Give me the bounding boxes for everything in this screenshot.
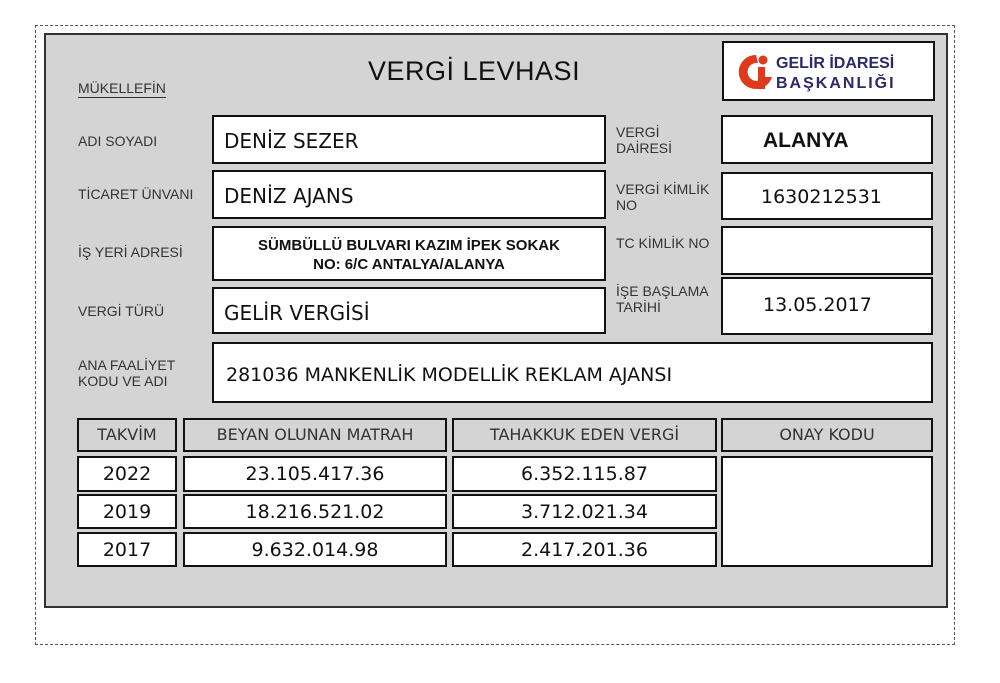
table-row-2-vergi: 3.712.021.34 xyxy=(452,494,717,529)
table-row-1-vergi: 6.352.115.87 xyxy=(452,456,717,492)
field-vergi-turu xyxy=(212,287,606,334)
field-vergi-kimlik-no xyxy=(721,172,933,220)
field-vergi-dairesi xyxy=(721,115,933,164)
value-adi-soyadi: DENİZ SEZER xyxy=(224,129,359,153)
label-is-yeri-adresi: İŞ YERİ ADRESİ xyxy=(78,244,183,260)
value-adres-line1: SÜMBÜLLÜ BULVARI KAZIM İPEK SOKAK xyxy=(258,237,560,254)
value-adres-line2: NO: 6/C ANTALYA/ALANYA xyxy=(313,256,505,273)
table-header-matrah: BEYAN OLUNAN MATRAH xyxy=(183,418,447,452)
field-ticaret-unvani xyxy=(212,170,606,219)
label-vergi-dairesi-1: VERGİ xyxy=(616,124,660,140)
label-vergi-turu: VERGİ TÜRÜ xyxy=(78,303,165,319)
table-row-3-year: 2017 xyxy=(77,532,177,567)
address-block xyxy=(214,236,604,274)
table-header-vergi: TAHAKKUK EDEN VERGİ xyxy=(452,418,717,452)
table-header-takvim: TAKVİM xyxy=(77,418,177,452)
label-vergi-kimlik-1: VERGİ KİMLİK xyxy=(616,181,710,197)
field-is-yeri-adresi xyxy=(212,226,606,281)
value-vergi-turu: GELİR VERGİSİ xyxy=(224,301,370,325)
table-row-2-matrah: 18.216.521.02 xyxy=(183,494,447,529)
value-vergi-kimlik-no: 1630212531 xyxy=(761,186,882,208)
label-ana-faaliyet-2: KODU VE ADI xyxy=(78,373,168,389)
label-ana-faaliyet-1: ANA FAALİYET xyxy=(78,357,176,373)
table-header-onay: ONAY KODU xyxy=(721,418,933,452)
logo-text-line1: GELİR İDARESİ xyxy=(776,55,895,72)
label-vergi-kimlik-2: NO xyxy=(616,197,637,213)
label-vergi-dairesi-2: DAİRESİ xyxy=(616,140,673,156)
value-ticaret-unvani: DENİZ AJANS xyxy=(224,184,354,208)
field-ise-baslama xyxy=(721,277,933,335)
logo-text-line2: BAŞKANLIĞI xyxy=(776,75,896,92)
onay-kodu-box xyxy=(721,456,933,567)
label-adi-soyadi: ADI SOYADI xyxy=(78,133,158,149)
table-row-1-year: 2022 xyxy=(77,456,177,492)
value-vergi-dairesi: ALANYA xyxy=(763,129,849,152)
field-tc-kimlik-no xyxy=(721,226,933,275)
table-row-2-year: 2019 xyxy=(77,494,177,529)
table-row-3-matrah: 9.632.014.98 xyxy=(183,532,447,567)
table-row-1-matrah: 23.105.417.36 xyxy=(183,456,447,492)
value-ise-baslama: 13.05.2017 xyxy=(763,294,872,316)
label-tc-kimlik: TC KİMLİK NO xyxy=(616,235,710,251)
value-ana-faaliyet: 281036 MANKENLİK MODELLİK REKLAM AJANSI xyxy=(226,364,673,386)
label-ise-baslama-1: İŞE BAŞLAMA xyxy=(616,283,709,299)
label-ticaret-unvani: TİCARET ÜNVANI xyxy=(78,186,194,202)
field-ana-faaliyet xyxy=(212,342,933,403)
section-label: MÜKELLEFİN xyxy=(78,80,166,96)
table-row-3-vergi: 2.417.201.36 xyxy=(452,532,717,567)
gib-logo-icon xyxy=(736,51,776,93)
label-ise-baslama-2: TARİHİ xyxy=(616,299,661,315)
gib-logo xyxy=(722,41,935,101)
field-adi-soyadi xyxy=(212,115,606,164)
page-title: VERGİ LEVHASI xyxy=(368,56,581,86)
